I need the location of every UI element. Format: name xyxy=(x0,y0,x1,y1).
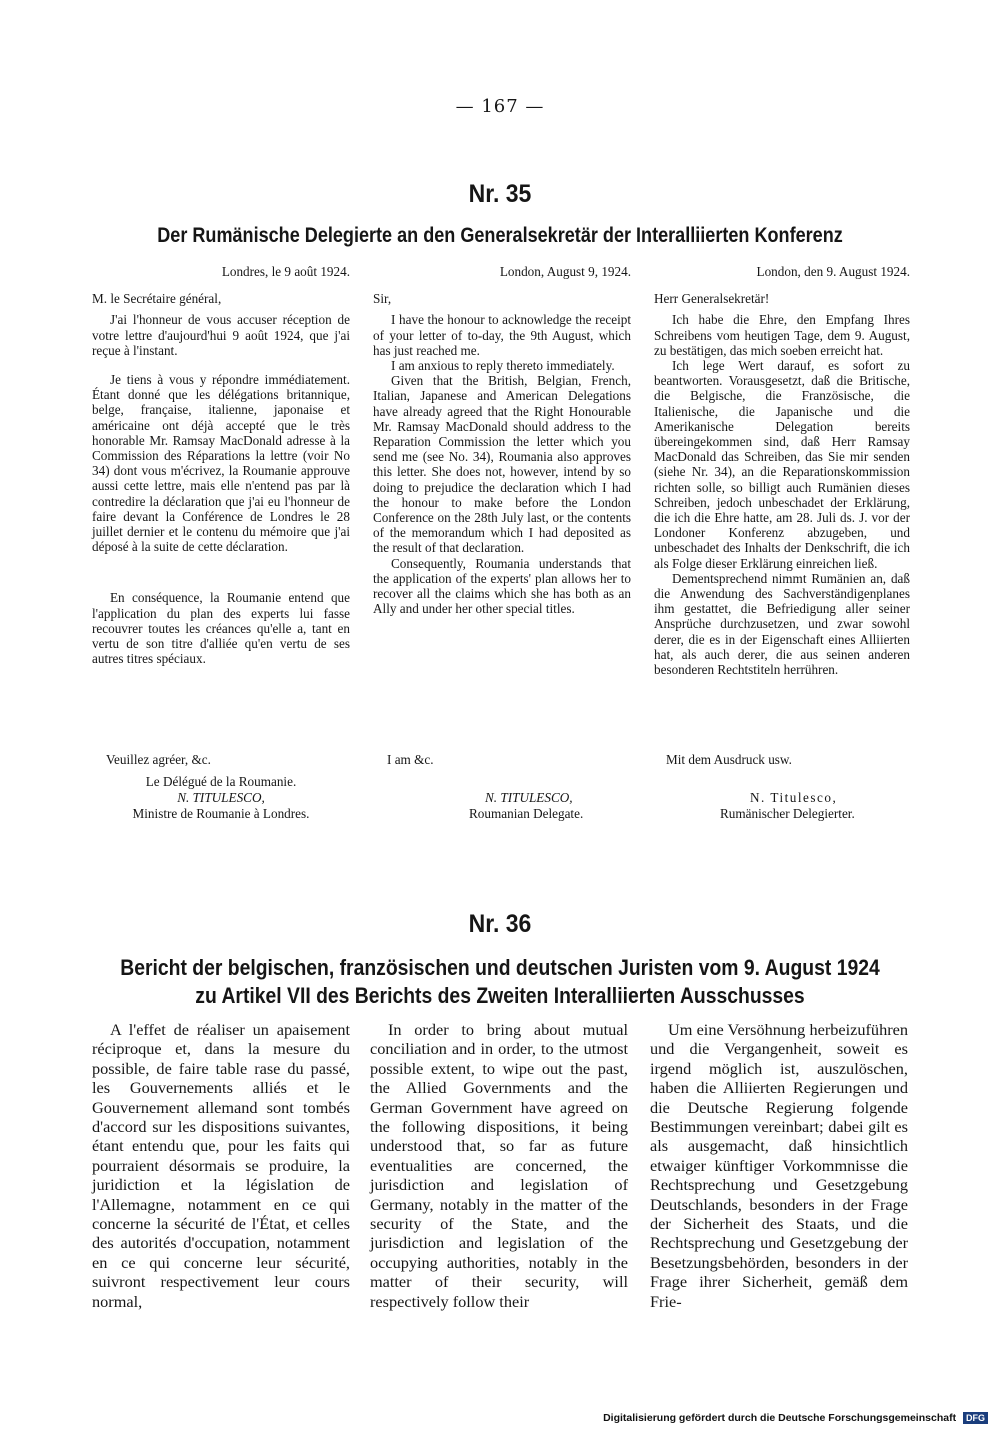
signatory-name: N. TITULESCO, xyxy=(485,790,573,805)
signatory-title: Roumanian Delegate. xyxy=(469,806,584,821)
dateline: Londres, le 9 août 1924. xyxy=(221,264,350,279)
dateline: London, August 9, 1924. xyxy=(499,264,631,279)
paragraph: I am anxious to reply thereto immediately. xyxy=(391,358,615,374)
doc35-title: Der Rumänische Delegierte an den Generalsekretär der Interalliierten Konferenz xyxy=(157,224,843,247)
signatory-name: N. Titulesco, xyxy=(750,790,838,805)
closing: Veuillez agréer, &c. xyxy=(106,752,211,767)
doc35-german-column xyxy=(654,264,910,677)
doc35-number: Nr. 35 xyxy=(468,180,532,208)
doc35-german-signature xyxy=(654,752,910,822)
dateline: London, den 9. August 1924. xyxy=(756,264,910,279)
doc36-french-column xyxy=(92,1020,350,1311)
paragraph: In order to bring about mutual conciliation and in order, to the utmost possible extent, to wipe out the past, the Allied Governments and the German Government have agreed on the following dispositions, it being understood that, so far as future eventualities are concerned, the jurisdiction and legislation of Germany, notably in the matter of the security of the State, and the jurisdiction and legislation of the occupying authorities, notably in the matter of their security, will respectively follow their xyxy=(370,1020,628,1311)
footer-text: Digitalisierung gefördert durch die Deutsche Forschungsgemeinschaft xyxy=(603,1412,957,1424)
paragraph: Consequently, Roumania understands that the application of the experts' plan allows her to recover all the claims which she has both as an Ally and under her other special titles. xyxy=(373,555,631,617)
signatory-name: N. TITULESCO, xyxy=(177,790,265,805)
signatory-role: Le Délégué de la Roumanie. xyxy=(145,774,297,789)
paragraph: Dementsprechend nimmt Rumänien an, daß die Anwendung des Sachverständigenplanes ihm gestattet, die Befriedigung aller seiner Ansprüche durchzusetzen, und zwar sowohl derer, die es in der Eigenschaft eines Alliierten hat, als auch derer, die aus seinen anderen besonderen Rechtstiteln herrühren. xyxy=(654,570,910,678)
paragraph: Um eine Versöhnung herbeizuführen und die Vergangenheit, soweit es irgend möglich ist, auszulöschen, haben die Alliierten Regierungen und die Deutsche Regierung folgende Bestimmungen vereinbart; dabei gilt es als ausgemacht, daß hinsichtlich etwaiger künftiger Vorkommnisse die Rechtsprechung und Gesetzgebung Deutschlands, besonders in der Frage der Sicherheit des Staats, und die Rechtsprechung und Gesetzgebung der Besetzungsbehörden, besonders in der Frage ihrer Sicherheit, gemäß dem Frie- xyxy=(650,1020,908,1311)
doc35-english-column xyxy=(373,264,631,616)
doc35-english-signature xyxy=(373,752,631,822)
doc35-french-signature xyxy=(92,752,350,822)
paragraph: Ich lege Wert darauf, es sofort zu beantworten. Vorausgesetzt, daß die Britische, die Belgische, die Französische, die Italienische, die Japanische und die Amerikanische Delegation bereits übereingekommen sind, daß Herr Ramsay MacDonald das Schreiben, das Sie mir senden (siehe Nr. 34), an die Reparationskommission richten solle, so billigt auch Rumänien dieses Schreiben, jedoch unbeschadet der Erklärung, die ich die Ehre hatte, am 28. Juli ds. J. vor der Londoner Konferenz abzugeben, und unbeschadet des Inhalts der Denkschrift, die ich als Folge dieser Erklärung einreichen ließ. xyxy=(654,358,910,571)
paragraph: Je tiens à vous y répondre immédiatement. Étant donné que les délégations britannique, belge, française, italienne, japonaise et américaine ont déjà accepté que le très honorable Mr. Ramsay MacDonald adresse à la Commission des Réparations la lettre (voir No 34) dont vous m'écrivez, la Roumanie approuve aussi cette lettre, mais elle n'entend pas par là contredire la déclaration que j'ai eu l'honneur de faire devant la Conférence de Londres le 28 juillet dernier et le contenu du mémoire que j'ai déposé à la suite de cette déclaration. xyxy=(92,372,350,555)
paragraph: En conséquence, la Roumanie entend que l'application du plan des experts lui fasse recouvrer toutes les créances qu'elle a, tant en vertu de son titre d'alliée qu'en vertu de ses autres titres spéciaux. xyxy=(92,590,350,667)
dfg-logo: DFG xyxy=(963,1412,988,1424)
signatory-title: Rumänischer Delegierter. xyxy=(720,806,855,821)
footer-credit xyxy=(603,1412,988,1424)
page-number: — 167 — xyxy=(455,96,545,117)
paragraph: Ich habe die Ehre, den Empfang Ihres Schreibens vom heutigen Tage, dem 9. August, zu bestätigen, das mich soeben erreicht hat. xyxy=(654,312,910,358)
doc36-title-line: Bericht der belgischen, französischen und deutschen Juristen vom 9. August 1924 xyxy=(120,955,880,980)
doc36-title xyxy=(70,954,930,1010)
salutation: M. le Secrétaire général, xyxy=(92,291,222,307)
doc36-german-column xyxy=(650,1020,908,1311)
doc36-number: Nr. 36 xyxy=(468,910,532,938)
paragraph: A l'effet de réaliser un apaisement réciproque et, dans la mesure du possible, de faire table rase du passé, les Gouvernements alliés et le Gouvernement allemand sont tombés d'accord sur les dispositions suivantes, étant entendu que, pour les faits qui pourraient désormais se produire, la juridiction et la législation de l'Allemagne, notamment en ce qui concerne la sécurité de l'État, et celles des autorités d'occupation, notamment en ce qui concerne leur sécurité, suivront respectivement leur cours normal, xyxy=(92,1020,350,1311)
paragraph: J'ai l'honneur de vous accuser réception de votre lettre d'aujourd'hui 9 août 1924, que j'ai reçue à l'instant. xyxy=(92,312,350,358)
salutation: Sir, xyxy=(373,291,392,307)
doc36-title-line: zu Artikel VII des Berichts des Zweiten Interalliierten Ausschusses xyxy=(195,983,805,1008)
salutation: Herr Generalsekretär! xyxy=(654,291,770,307)
signatory-title: Ministre de Roumanie à Londres. xyxy=(132,806,310,821)
paragraph: I have the honour to acknowledge the receipt of your letter of to-day, the 9th August, which has just reached me. xyxy=(373,312,631,358)
closing: I am &c. xyxy=(387,752,434,767)
doc36-english-column xyxy=(370,1020,628,1311)
paragraph: Given that the British, Belgian, French, Italian, Japanese and American Delegations have already agreed that the Right Honourable Mr. Ramsay MacDonald should address to the Reparation Commission the letter which you send me (see No. 34), Roumania also approves this letter. She does not, however, intend by so doing to prejudice the declaration which I had the honour to make before the London Conference on the 28th July last, or the contents of the memorandum which I had deposited as the result of that declaration. xyxy=(373,373,631,556)
closing: Mit dem Ausdruck usw. xyxy=(666,752,792,767)
doc35-french-column xyxy=(92,264,350,666)
